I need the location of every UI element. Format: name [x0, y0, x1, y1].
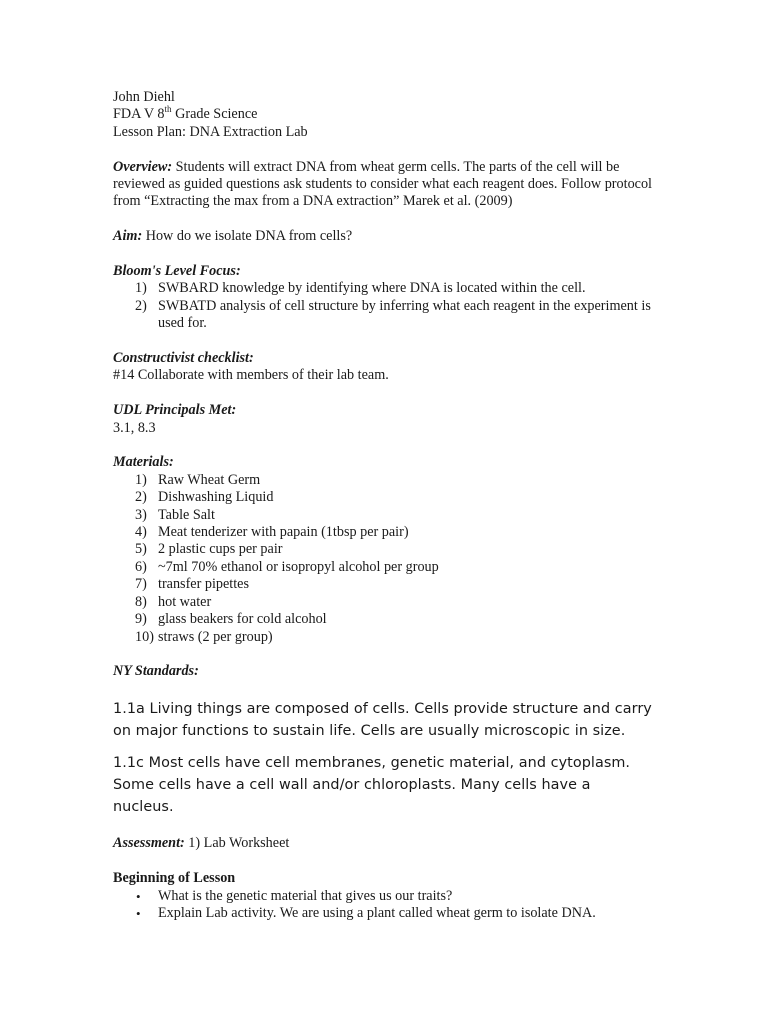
- overview-label: Overview:: [113, 158, 173, 175]
- blooms-list: [113, 280, 653, 332]
- course-prefix: FDA V 8: [113, 106, 165, 123]
- author-name: John Diehl: [113, 89, 175, 105]
- list-item: • What is the genetic material that gives us our traits?: [136, 887, 453, 904]
- list-item: • Explain Lab activity. We are using a plant called wheat germ to isolate DNA.: [136, 905, 596, 922]
- ny-standards-heading: NY Standards:: [113, 663, 199, 680]
- overview-paragraph: [113, 159, 653, 211]
- list-item: 6) ~7ml 70% ethanol or isopropyl alcohol per group: [135, 558, 439, 575]
- materials-heading: Materials:: [113, 454, 174, 471]
- list-item: 10) straws (2 per group): [135, 628, 273, 645]
- assessment-label: Assessment:: [113, 835, 185, 852]
- constructivist-text: #14 Collaborate with members of their lab team.: [113, 367, 389, 384]
- aim-paragraph: [113, 228, 653, 245]
- list-item: 9) glass beakers for cold alcohol: [135, 611, 327, 628]
- standard-1-1a: 1.1a Living things are composed of cells. Cells provide structure and carry on major functions to sustain life. Cells are usually microscopic in size.: [113, 701, 652, 740]
- bullet-icon: •: [136, 888, 141, 904]
- list-item: 4) Meat tenderizer with papain (1tbsp per pair): [135, 524, 409, 541]
- course-superscript: th: [164, 104, 172, 115]
- udl-text: 3.1, 8.3: [113, 419, 156, 436]
- udl-heading: UDL Principals Met:: [113, 402, 237, 419]
- blooms-heading: Bloom's Level Focus:: [113, 263, 241, 280]
- lesson-plan-content: [113, 89, 653, 923]
- aim-label: Aim:: [113, 228, 143, 245]
- aim-text: How do we isolate DNA from cells?: [142, 228, 353, 245]
- lesson-plan-title: Lesson Plan: DNA Extraction Lab: [113, 123, 308, 140]
- list-item: 2) SWBATD analysis of cell structure by inferring what each reagent in the experiment is used for.: [135, 297, 651, 332]
- list-item: 7) transfer pipettes: [135, 576, 249, 593]
- list-item: 1) Raw Wheat Germ: [135, 471, 261, 488]
- list-item: 5) 2 plastic cups per pair: [135, 541, 283, 558]
- course-suffix: Grade Science: [171, 106, 258, 123]
- beginning-heading: Beginning of Lesson: [113, 870, 236, 887]
- list-item: 2) Dishwashing Liquid: [135, 489, 274, 506]
- list-item: 3) Table Salt: [135, 506, 215, 523]
- beginning-list: [113, 888, 653, 923]
- list-item: 1) SWBARD knowledge by identifying where DNA is located within the cell.: [135, 280, 586, 297]
- assessment-paragraph: [113, 835, 653, 852]
- course-line: [113, 106, 653, 123]
- standard-1-1c: 1.1c Most cells have cell membranes, genetic material, and cytoplasm. Some cells have a cell wall and/or chloroplasts. Many cells have a nucleus.: [113, 755, 631, 816]
- bullet-icon: •: [136, 906, 141, 922]
- list-item: 8) hot water: [135, 593, 212, 610]
- overview-text: Students will extract DNA from wheat germ cells. The parts of the cell will be reviewed as guided questions ask students to consider what each reagent does. Follow protocol from “Extracting the max from a DNA extraction” Marek et al. (2009): [113, 158, 652, 210]
- constructivist-heading: Constructivist checklist:: [113, 350, 254, 367]
- assessment-text: 1) Lab Worksheet: [184, 835, 290, 852]
- materials-list: [113, 472, 653, 646]
